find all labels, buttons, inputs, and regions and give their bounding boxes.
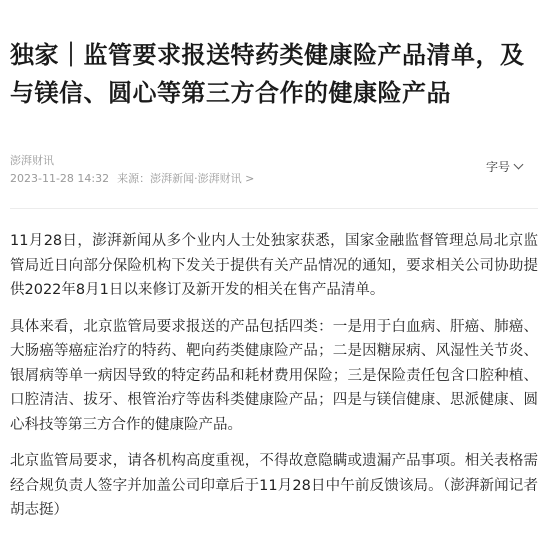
article-title: 独家｜监管要求报送特药类健康险产品清单，及与镁信、圆心等第三方合作的健康险产品	[10, 41, 525, 107]
origin-label: 来源：	[117, 172, 151, 185]
origin-link[interactable]: 澎湃新闻·澎湃财讯 >	[150, 172, 255, 185]
article-body	[10, 229, 538, 523]
article-paragraph: 11月28日，澎湃新闻从多个业内人士处独家获悉，国家金融监督管理总局北京监管局近日向部分保险机构下发关于提供有关产品情况的通知，要求相关公司协助提供2022年8月1日以来修订及新开发的相关在售产品清单。	[10, 233, 538, 298]
article-paragraph: 具体来看，北京监管局要求报送的产品包括四类：一是用于白血病、肝癌、肺癌、大肠癌等癌症治疗的特药、靶向药类健康险产品；二是因糖尿病、风湿性关节炎、银屑病等单一病因导致的特定药品和耗材费用保险；三是保险责任包含口腔种植、口腔清洁、拔牙、根管治疗等齿科类健康险产品；四是与镁信健康、思派健康、圆心科技等第三方合作的健康险产品。	[10, 318, 538, 433]
article-paragraph: 北京监管局要求，请各机构高度重视，不得故意隐瞒或遗漏产品事项。相关表格需经合规负责人签字并加盖公司印章后于11月28日中午前反馈该局。（澎湃新闻记者 胡志挺）	[10, 453, 538, 518]
publish-datetime: 2023-11-28 14:32	[10, 172, 110, 185]
divider	[10, 208, 538, 209]
font-size-button[interactable]	[486, 158, 522, 175]
article-meta-line	[10, 170, 538, 188]
origin-info	[117, 170, 254, 188]
article-meta	[10, 152, 538, 188]
font-size-label: 字号	[485, 160, 510, 174]
chevron-down-icon	[514, 160, 524, 170]
article-source: 澎湃财讯	[10, 154, 54, 167]
